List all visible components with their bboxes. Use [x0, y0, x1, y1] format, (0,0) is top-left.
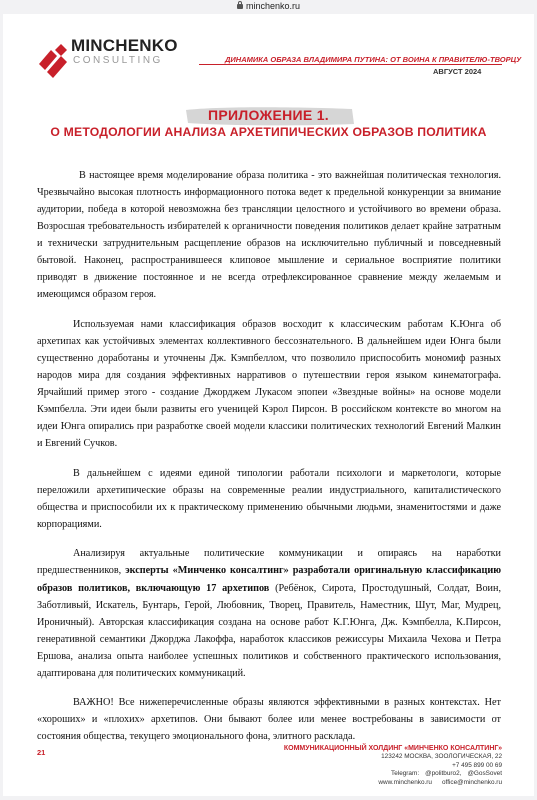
page-number: 21	[37, 748, 46, 757]
telegram-label: Telegram:	[391, 770, 420, 778]
footer-telegram	[222, 770, 502, 778]
paragraph-3: В дальнейшем с идеями единой типологии работали психологи и маркетологи, которые переложили архетипические образы на современные реалии индустриального, капиталистического общества и приспособили их к практическому применению обычными людьми, знаменитостями и даже корпорациями.	[37, 467, 501, 530]
document-page	[3, 14, 534, 796]
paragraph-2: Используемая нами классификация образов восходит к классическим работам К.Юнга об архетипах как устойчивых элементах коллективного бессознательного. В дальнейшем идеи Юнга были существенно доработаны и уточнены Дж. Кэмпбеллом, что позволило приспособить мономиф разных народов мира для создания эффективных нарративов о путешествии героя языком кинематографа. Ярчайший пример этого - создание Джорджем Лукасом эпопеи «Звездные войны» на основе модели Кэмпбелла. Эти идеи были развиты его ученицей Кэрол Пирсон. В российском контексте во многом на идеи Юнга опирались при разработке своей модели классики политических технологий Евгений Малкин и Евгений Сучков.	[37, 318, 501, 450]
url-text: minchenko.ru	[245, 1, 301, 11]
document-date: АВГУСТ 2024	[433, 67, 482, 76]
paragraph-4-intro: Анализируя актуальные политические коммуникации и опираясь на наработки предшественников,	[37, 548, 501, 577]
logo-name: MINCHENKO	[71, 36, 178, 55]
body-text	[37, 167, 501, 758]
paragraph-4	[37, 545, 501, 681]
email-link[interactable]: office@minchenko.ru	[441, 778, 502, 786]
paragraph-4-highlight: эксперты «Минченко консалтинг» разработали оригинальную классификацию образов политиков, включающую 17 архетипов	[37, 565, 501, 594]
telegram-link-gossovet[interactable]: @GosSovet	[467, 770, 502, 778]
telegram-link-politburo[interactable]: @politburo2,	[425, 770, 462, 778]
logo-subtitle: CONSULTING	[73, 55, 163, 66]
lock-icon	[237, 4, 243, 9]
paragraph-5: ВАЖНО! Все нижеперечисленные образы являются эффективными в разных контекстах. Нет «хороших» и «плохих» архетипов. Они бывают более или менее востребованы в зависимости от состояния общества, текущего эмоционального фона, элитного расклада.	[37, 697, 501, 743]
footer-contacts	[222, 745, 502, 787]
footer-phone: +7 495 899 00 69	[452, 761, 502, 769]
paragraph-1: В настоящее время моделирование образа политика - это важнейшая политическая технология. Чрезвычайно высокая плотность информационного потока ведет к предельной конкуренции за внимание аудитории, победа в которой невозможна без трансляции целостного и устойчивого во времени образа. Возросшая требовательность избирателей к органичности поведения политиков делает крайне затратным и технически затруднительным расщепление образов на исключительно публичный и повседневный бытовой. Наконец, распространившееся клиповое мышление и сериальное восприятие политики приводят в движение постоянное и не всегда отрефлексированное сравнение между желаемым и имеющимся образом героя.	[37, 170, 501, 301]
paragraph-4-rest: (Ребёнок, Сирота, Простодушный, Солдат, Воин, Заботливый, Искатель, Бунтарь, Герой, Любовник, Творец, Правитель, Наместник, Шут, Маг, Мудрец, Ироничный). Авторская классификация создана на основе работ К.Г.Юнга, Дж. Кэмпбелла, К.Пирсон, генеративной семантики Джорджа Лакоффа, наработок классиков режиссуры Михаила Чехова и Петра Ершова, анализа опыта наиболее успешных политиков и собственного практического использования, адаптирована для политических коммуникаций.	[37, 582, 502, 679]
document-title: ДИНАМИКА ОБРАЗА ВЛАДИМИРА ПУТИНА: ОТ ВОИНА К ПРАВИТЕЛЮ-ТВОРЦУ	[225, 55, 522, 64]
header-divider	[199, 64, 502, 65]
footer-web	[222, 779, 502, 787]
footer-address: 123242 МОСКВА, ЗООЛОГИЧЕСКАЯ, 22	[381, 753, 502, 761]
website-link[interactable]: www.minchenko.ru	[378, 778, 432, 786]
footer-company: КОММУНИКАЦИОННЫЙ ХОЛДИНГ «МИНЧЕНКО КОНСАЛТИНГ»	[283, 745, 502, 752]
browser-address-bar[interactable]	[0, 0, 537, 14]
appendix-subtitle: О МЕТОДОЛОГИИ АНАЛИЗА АРХЕТИПИЧЕСКИХ ОБРАЗОВ ПОЛИТИКА	[50, 125, 487, 139]
appendix-title: ПРИЛОЖЕНИЕ 1.	[208, 107, 329, 123]
